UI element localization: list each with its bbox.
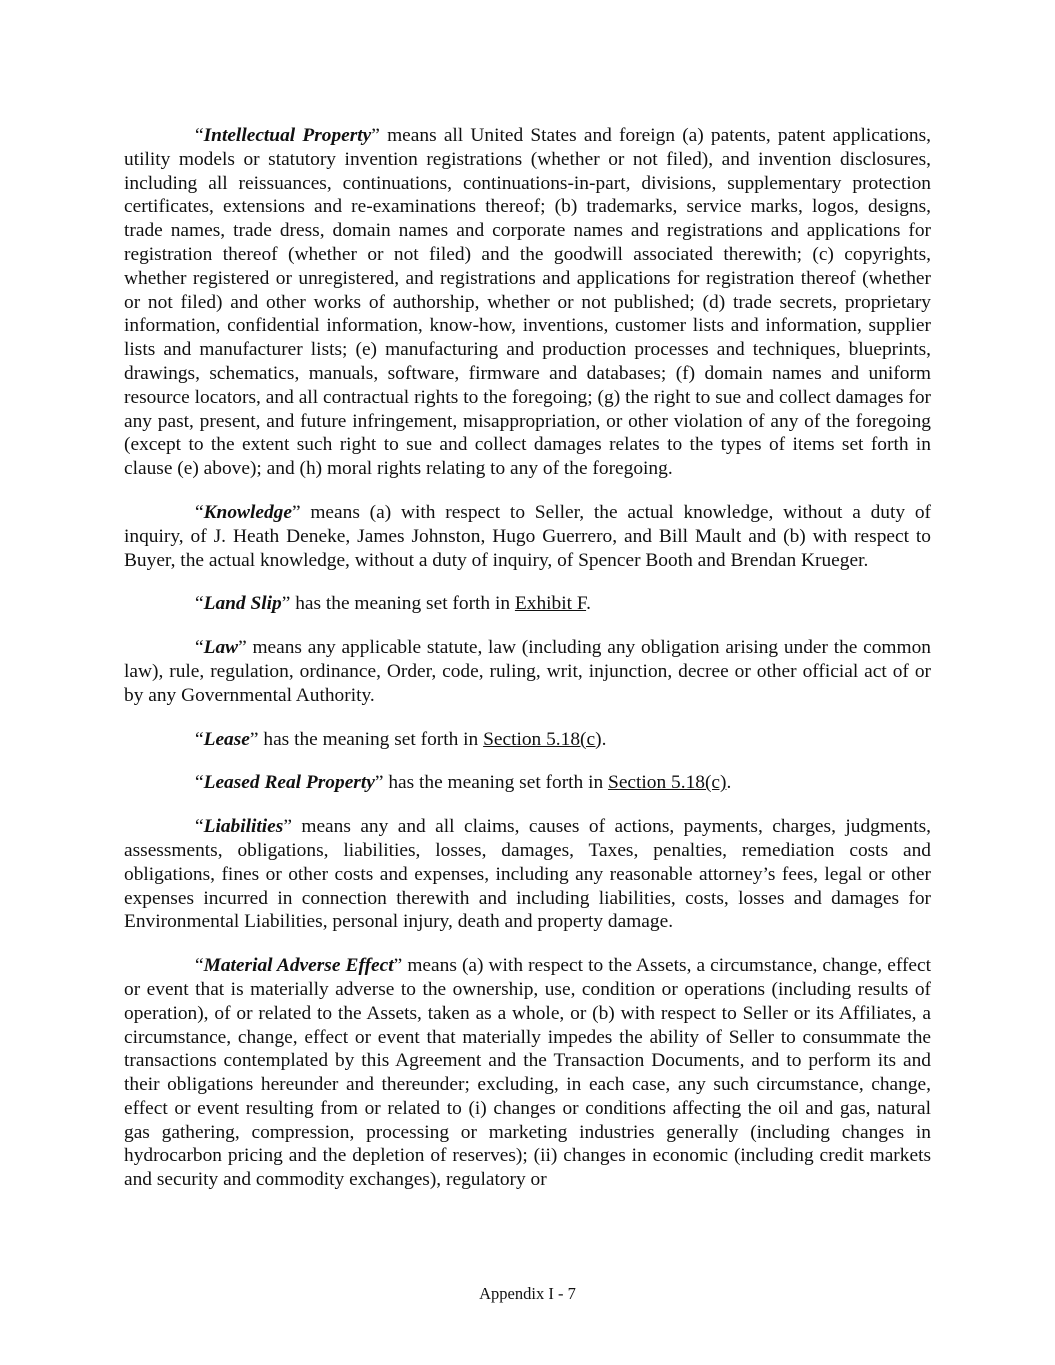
definition-text: has the meaning set forth in	[290, 593, 515, 615]
defined-term: Intellectual Property	[203, 125, 372, 146]
definition-law: “Law” means any applicable statute, law (including any obligation arising under the common law), rule, regulation, ordinance, Order, code, ruling, writ, injunction, decree or other official act of or by any Governmental Authority.	[124, 637, 931, 706]
cross-reference-link[interactable]: Section 5.18(c)	[608, 772, 727, 794]
definition-knowledge: “Knowledge” means (a) with respect to Seller, the actual knowledge, without a duty of inquiry, of J. Heath Deneke, James Johnston, Hugo Guerrero, and Bill Mault and (b) with respect to Buyer, the actual knowledge, without a duty of inquiry, of Spencer Booth and Brendan Krueger.	[124, 501, 931, 571]
defined-term: Material Adverse Effect	[203, 955, 394, 977]
defined-term: Leased Real Property	[203, 772, 375, 794]
definition-leased-real-property: “Leased Real Property” has the meaning set forth in Section 5.18(c).	[195, 772, 732, 794]
definition-material-adverse-effect: “Material Adverse Effect” means (a) with respect to the Assets, a circumstance, change, effect or event that is materially adverse to the ownership, use, condition or operations (including results of operation), of or related to the Assets, taken as a whole, or (b) with respect to Seller or its Affiliates, a circumstance, change, effect or event that materially impedes the ability of Seller to consummate the transactions contemplated by this Agreement and the Transaction Documents, and to perform its and their obligations hereunder and thereunder; excluding, in each case, any such circumstance, change, effect or event resulting from or related to (i) changes or conditions affecting the oil and gas, natural gas gathering, compression, processing or marketing industries generally (including changes in hydrocarbon pricing and the depletion of reserves); (ii) changes in economic (including credit markets and security and commodity exchanges), regulatory or	[124, 955, 931, 1191]
document-body	[124, 124, 931, 1212]
defined-term: Land Slip	[203, 593, 282, 615]
definition-text: means any applicable statute, law (including any obligation arising under the common law), rule, regulation, ordinance, Order, code, ruling, writ, injunction, decree or other official act of or by any Governmental Authority.	[124, 637, 931, 706]
defined-term: Knowledge	[203, 501, 292, 523]
definition-lease: “Lease” has the meaning set forth in Section 5.18(c).	[195, 728, 607, 750]
cross-reference-link[interactable]: Exhibit F	[514, 593, 587, 615]
definition-text: means (a) with respect to Seller, the actual knowledge, without a duty of inquiry, of J. Heath Deneke, James Johnston, Hugo Guerrero, and Bill Mault and (b) with respect to Buyer, the actual knowledge, without a duty of inquiry, of Spencer Booth and Brendan Krueger.	[124, 501, 931, 571]
page-footer: Appendix I - 7	[479, 1284, 576, 1303]
definition-intellectual-property: “Intellectual Property” means all United States and foreign (a) patents, patent applications, utility models or statutory invention registrations (whether or not filed), and invention disclosures, including all reissuances, continuations, continuations-in-part, divisions, supplementary protection certificates, extensions and re-examinations thereof; (b) trademarks, service marks, logos, designs, trade names, trade dress, domain names and corporate names and registrations and applications for registration thereof (whether or not filed) and the goodwill associated therewith; (c) copyrights, whether registered or unregistered, and registrations and applications for registration thereof (whether or not filed) and other works of authorship, whether or not published; (d) trade secrets, proprietary information, confidential information, know-how, inventions, customer lists and information, supplier lists and manufacturer lists; (e) manufacturing and production processes and techniques, blueprints, drawings, schematics, manuals, software, firmware and databases; (f) domain names and uniform resource locators, and all contractual rights to the foregoing; (g) the right to sue and collect damages for any past, present, and future infringement, misappropriation, or other violation of any of the foregoing (except to the extent such right to sue and collect damages relates to the types of items set forth in clause (e) above); and (h) moral rights relating to any of the foregoing.	[124, 125, 931, 480]
cross-reference-link[interactable]: Section 5.18(c)	[483, 728, 602, 750]
definition-text: means all United States and foreign (a) patents, patent applications, utility models or statutory invention registrations (whether or not filed), and invention disclosures, including all reissuances, continuations, continuations-in-part, divisions, supplementary protection certificates, extensions and re-examinations thereof; (b) trademarks, service marks, logos, designs, trade names, trade dress, domain names and corporate names and registrations and applications for registration thereof (whether or not filed) and the goodwill associated therewith; (c) copyrights, whether registered or unregistered, and registrations and applications for registration thereof (whether or not filed) and other works of authorship, whether or not published; (d) trade secrets, proprietary information, confidential information, know-how, inventions, customer lists and information, supplier lists and manufacturer lists; (e) manufacturing and production processes and techniques, blueprints, drawings, schematics, manuals, software, firmware and databases; (f) domain names and uniform resource locators, and all contractual rights to the foregoing; (g) the right to sue and collect damages for any past, present, and future infringement, misappropriation, or other violation of any of the foregoing (except to the extent such right to sue and collect damages relates to the types of items set forth in clause (e) above); and (h) moral rights relating to any of the foregoing.	[124, 125, 931, 480]
definition-text: means (a) with respect to the Assets, a circumstance, change, effect or event that is materially adverse to the ownership, use, condition or operations (including results of operation), of or related to the Assets, taken as a whole, or (b) with respect to Seller or its Affiliates, a circumstance, change, effect or event that materially impedes the ability of Seller to consummate the transactions contemplated by this Agreement and the Transaction Documents, and to perform its and their obligations hereunder and thereunder; excluding, in each case, any such circumstance, change, effect or event resulting from or related to (i) changes or conditions affecting the oil and gas, natural gas gathering, compression, processing or marketing industries generally (including changes in hydrocarbon pricing and the depletion of reserves); (ii) changes in economic (including credit markets and security and commodity exchanges), regulatory or	[124, 955, 931, 1191]
definition-text: has the meaning set forth in	[258, 728, 484, 750]
defined-term: Lease	[203, 728, 250, 750]
definition-land-slip: “Land Slip” has the meaning set forth in Exhibit F.	[195, 593, 591, 615]
defined-term: Liabilities	[203, 816, 284, 838]
definition-text: means any and all claims, causes of actions, payments, charges, judgments, assessments, obligations, liabilities, losses, damages, Taxes, penalties, remediation costs and obligations, fines or other costs and expenses, including any reasonable attorney’s fees, legal or other expenses incurred in connection therewith and including liabilities, costs, losses and damages for Environmental Liabilities, personal injury, death and property damage.	[124, 816, 931, 933]
definition-liabilities: “Liabilities” means any and all claims, causes of actions, payments, charges, judgments, assessments, obligations, liabilities, losses, damages, Taxes, penalties, remediation costs and obligations, fines or other costs and expenses, including any reasonable attorney’s fees, legal or other expenses incurred in connection therewith and including liabilities, costs, losses and damages for Environmental Liabilities, personal injury, death and property damage.	[124, 816, 931, 933]
defined-term: Law	[203, 637, 239, 659]
definition-text: has the meaning set forth in	[383, 772, 609, 794]
